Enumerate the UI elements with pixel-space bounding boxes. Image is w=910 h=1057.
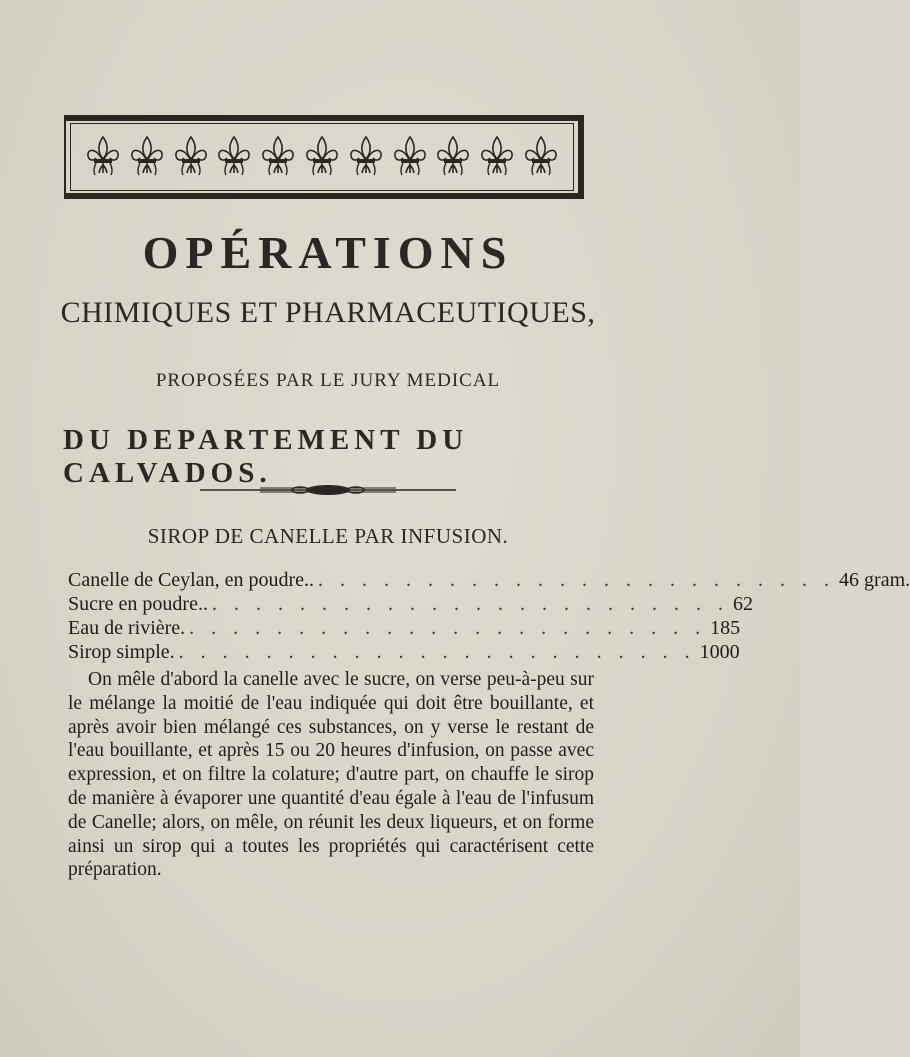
ingredient-name: Canelle de Ceylan, en poudre..	[68, 569, 315, 591]
jury-line: PROPOSÉES PAR LE JURY MEDICAL	[155, 370, 501, 391]
ingredient-name: Sucre en poudre..	[68, 593, 208, 615]
ingredient-row	[68, 592, 753, 616]
ingredient-qty: 1000	[699, 641, 740, 663]
leader-dots: . . . . . . . . . . . . . . . . . . . . . . . .	[211, 593, 729, 615]
fleur-de-lis-icon	[523, 135, 559, 179]
ingredient-qty: 185	[710, 617, 741, 639]
fleur-de-lis-icon	[479, 135, 515, 179]
ingredient-name: Eau de rivière.	[68, 617, 186, 639]
fleur-de-lis-icon	[260, 135, 296, 179]
department-line: DU DEPARTEMENT DU CALVADOS.	[63, 424, 469, 489]
fleur-de-lis-icon	[173, 135, 209, 179]
ingredient-row	[68, 568, 910, 592]
ingredient-row	[68, 640, 740, 664]
fleur-de-lis-icon	[129, 135, 165, 179]
ingredient-qty: 62	[732, 593, 753, 615]
fleur-de-lis-icon	[304, 135, 340, 179]
main-title: OPÉRATIONS	[142, 227, 514, 278]
leader-dots: . . . . . . . . . . . . . . . . . . . . . . . .	[318, 569, 836, 591]
ingredient-qty: 46 gram.	[839, 569, 910, 591]
ingredient-list	[68, 568, 910, 664]
leader-dots: . . . . . . . . . . . . . . . . . . . . . . . .	[178, 641, 696, 663]
ingredient-row	[68, 616, 741, 640]
leader-dots: . . . . . . . . . . . . . . . . . . . . . . . .	[189, 617, 707, 639]
recipe-title: SIROP DE CANELLE PAR INFUSION.	[147, 524, 509, 548]
fleur-de-lis-icon	[392, 135, 428, 179]
recipe-paragraph: On mêle d'abord la canelle avec le sucre, on verse peu-à-peu sur le mélange la moitié de l'eau indiquée qui doit être bouillante, et après avoir bien mélangé ces substances, on y verse le restant de l'eau bouillante, et après 15 ou 20 heures d'infusion, on passe avec expression, et on filtre la colature; d'autre part, on chauffe le sirop de manière à évaporer une quantité d'eau égale à l'eau de l'infusum de Canelle; alors, on mêle, on réunit les deux liqueurs, et on forme ainsi un sirop qui a toutes les propriétés qui caractérisent cette préparation.	[68, 669, 594, 881]
fleur-row	[70, 123, 574, 191]
fleur-de-lis-banner	[64, 115, 584, 199]
ornament-divider-icon	[200, 482, 456, 498]
fleur-de-lis-icon	[348, 135, 384, 179]
subtitle: CHIMIQUES ET PHARMACEUTIQUES,	[60, 296, 596, 329]
ingredient-name: Sirop simple.	[68, 641, 175, 663]
fleur-de-lis-icon	[85, 135, 121, 179]
fleur-de-lis-icon	[435, 135, 471, 179]
fleur-de-lis-icon	[216, 135, 252, 179]
